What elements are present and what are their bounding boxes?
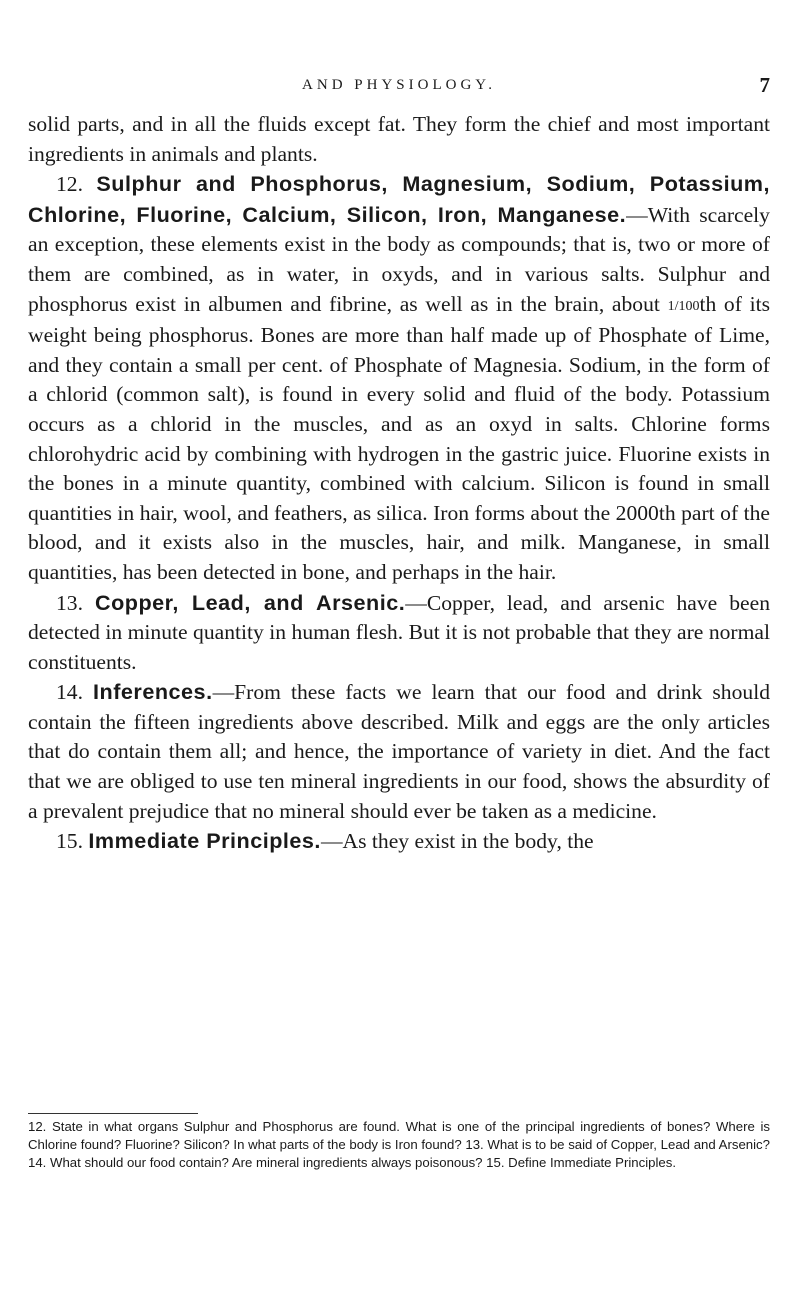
- paragraph-text: —With scarcely an exception, these elements exist in the body as compounds; that is, two or more of them are combined, as in water, in oxyds, and in various salts. Sulphur and phosphorus exist in albumen and fibrine, as well as in the brain, about: [28, 202, 770, 316]
- paragraph-number: 12.: [56, 172, 83, 197]
- fraction: 1/100: [667, 298, 700, 314]
- paragraph-text: —From these facts we learn that our food and drink should contain the fifteen ingredients above described. Milk and eggs are the only articles that do contain them all; and hence, the importance of variety in diet. And the fact that we are obliged to use ten mineral ingredients in our food, shows the absurdity of a prevalent prejudice that no mineral should ever be taken as a medicine.: [28, 680, 770, 823]
- section-heading: Inferences.: [93, 679, 213, 705]
- body-text: [28, 110, 770, 857]
- paragraph-text: th of its weight being phosphorus. Bones are more than half made up of Phosphate of Lime, and they contain a small per cent. of Phosphate of Magnesia. Sodium, in the form of a chlorid (common salt), is found in every solid and fluid of the body. Potassium occurs as a chlorid in the muscles, and as an oxyd in salts. Chlorine forms chlorohydric acid by combining with hydrogen in the gastric juice. Fluorine exists in the bones in a minute quantity, combined with calcium. Silicon is found in small quantities in hair, wool, and feathers, as silica. Iron forms about the 2000th part of the blood, and it exists also in the muscles, hair, and milk. Manganese, in small quantities, has been detected in bone, and perhaps in the hair.: [28, 291, 770, 584]
- section-heading: Immediate Principles.: [88, 828, 321, 854]
- paragraph-number: 14.: [56, 680, 83, 705]
- section-heading: Sulphur and Phosphorus, Magnesium, Sodium, Potassium, Chlorine, Fluorine, Calcium, Silicon, Iron, Manganese.: [28, 171, 770, 227]
- paragraph-continued: [28, 110, 770, 169]
- paragraph-15: [28, 826, 770, 857]
- paragraph-number: 13.: [56, 590, 83, 615]
- paragraph-number: 15.: [56, 829, 83, 854]
- paragraph-13: [28, 588, 770, 678]
- paragraph-12: [28, 169, 770, 587]
- footnote-divider: [28, 1113, 198, 1114]
- book-page: [28, 0, 770, 1306]
- paragraph-text: solid parts, and in all the fluids except fat. They form the chief and most important ingredients in animals and plants.: [28, 112, 770, 166]
- paragraph-text: —As they exist in the body, the: [320, 829, 594, 854]
- page-number: 7: [759, 73, 770, 97]
- paragraph-text: —Copper, lead, and arsenic have been detected in minute quantity in human flesh. But it is not probable that they are normal constituents.: [28, 590, 770, 674]
- running-head: [28, 73, 770, 97]
- section-heading: Copper, Lead, and Arsenic.: [94, 589, 406, 615]
- footnote-questions: 12. State in what organs Sulphur and Phosphorus are found. What is one of the principal ingredients of bones? Where is Chlorine found? Fluorine? Silicon? In what parts of the body is Iron found? 13. What is to be said of Copper, Lead and Arsenic? 14. What should our food contain? Are mineral ingredients always poisonous? 15. Define Immediate Principles.: [28, 1119, 770, 1171]
- running-title: AND PHYSIOLOGY.: [302, 77, 496, 93]
- paragraph-14: [28, 677, 770, 826]
